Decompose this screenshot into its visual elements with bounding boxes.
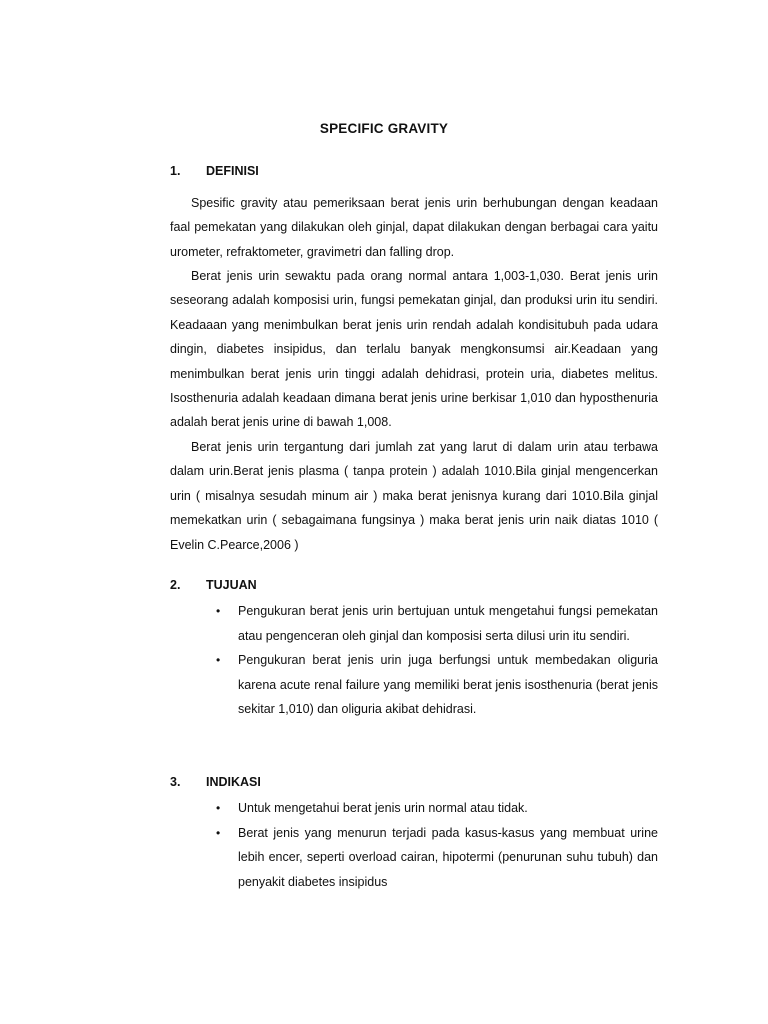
section-title: DEFINISI <box>206 164 259 178</box>
list-item-text: Pengukuran berat jenis urin juga berfungsi untuk membedakan oliguria karena acute renal failure yang memiliki berat jenis isosthenuria (berat jenis sekitar 1,010) dan oliguria akibat dehidrasi. <box>238 653 658 716</box>
list-item-text: Pengukuran berat jenis urin bertujuan untuk mengetahui fungsi pemekatan atau pengenceran oleh ginjal dan komposisi serta dilusi urin itu sendiri. <box>238 604 658 643</box>
section-heading-definisi <box>170 164 259 178</box>
bullet-list <box>216 599 658 722</box>
section-number: 1. <box>170 164 181 178</box>
section-number: 3. <box>170 775 181 789</box>
list-item-text: Untuk mengetahui berat jenis urin normal atau tidak. <box>238 801 528 815</box>
section-title: TUJUAN <box>206 578 257 592</box>
paragraph: Spesific gravity atau pemeriksaan berat jenis urin berhubungan dengan keadaan faal pemekatan yang dilakukan oleh ginjal, dapat dilakukan dengan berbagai cara yaitu urometer, refraktometer, gravimetri dan falling drop. <box>170 196 658 259</box>
list-item <box>216 599 658 648</box>
bullet-icon: • <box>216 825 221 840</box>
document-title: SPECIFIC GRAVITY <box>319 121 449 136</box>
bullet-icon: • <box>216 801 221 815</box>
list-item <box>216 821 658 895</box>
bullet-icon: • <box>216 653 221 667</box>
bullet-list <box>216 796 658 894</box>
paragraph: Berat jenis urin sewaktu pada orang normal antara 1,003-1,030. Berat jenis urin seseorang adalah komposisi urin, fungsi pemekatan ginjal, dan produksi urin itu sendiri. Keadaaan yang menimbulkan berat jenis urin rendah adalah kondisitubuh pada udara dingin, diabetes insipidus, dan terlalu banyak mengkonsumsi air.Keadaan yang menimbulkan berat jenis urin tinggi adalah dehidrasi, protein uria, diabetes melitus. Isosthenuria adalah keadaan dimana berat jenis urine berkisar 1,010 dan hyposthenuria adalah berat jenis urine di bawah 1,008. <box>170 269 658 430</box>
paragraph: Berat jenis urin tergantung dari jumlah zat yang larut di dalam urin atau terbawa dalam urin.Berat jenis plasma ( tanpa protein ) adalah 1010.Bila ginjal mengencerkan urin ( misalnya sesudah minum air ) maka berat jenisnya kurang dari 1010.Bila ginjal memekatkan urin ( sebagaimana fungsinya ) maka berat jenis urin naik diatas 1010 ( Evelin C.Pearce,2006 ) <box>170 440 658 552</box>
list-item <box>216 648 658 722</box>
section-title: INDIKASI <box>206 775 261 789</box>
section-number: 2. <box>170 578 181 592</box>
list-item-text: Berat jenis yang menurun terjadi pada kasus-kasus yang membuat urine lebih encer, seperti overload cairan, hipotermi (penurunan suhu tubuh) dan penyakit diabetes insipidus <box>238 825 658 889</box>
section-heading-indikasi <box>170 775 261 789</box>
section-heading-tujuan <box>170 578 257 592</box>
list-item <box>216 796 658 821</box>
bullet-icon: • <box>216 604 221 618</box>
